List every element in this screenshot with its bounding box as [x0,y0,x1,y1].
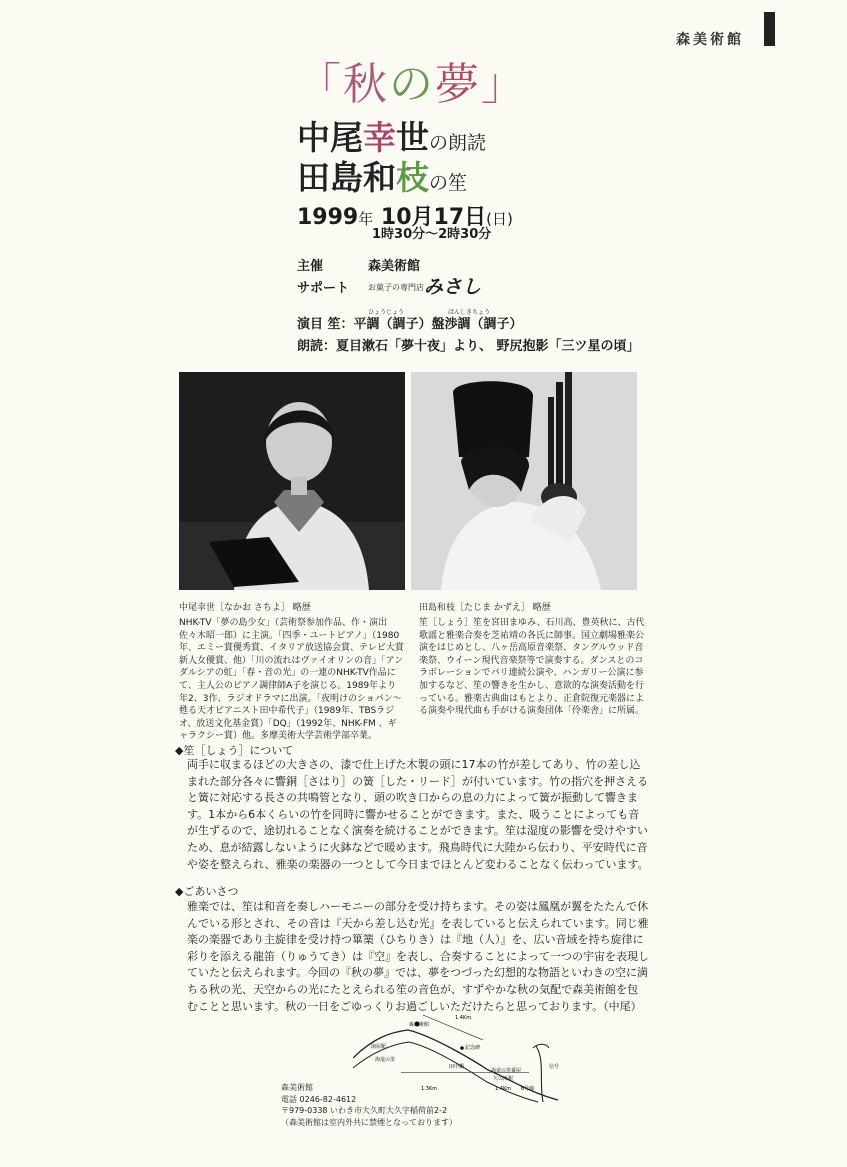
map-label-satoya: 海竜の里 [375,1057,396,1063]
subtitle-player-char-accent: 枝 [396,158,429,197]
about-sho-heading: ◆笙［しょう］について [175,744,294,757]
subtitle-sho-label: の笙 [429,172,468,194]
map-label-signal: 信号 [549,1064,560,1070]
title-open-bracket: 「 [297,59,343,110]
greeting-heading: ◆ごあいさつ [175,885,239,898]
map-label-route6: 6号線 [521,1086,535,1092]
title-close-bracket: 」 [481,59,527,110]
contact-address: 〒979-0338 いわき市大久町大久字稲荷前2-2 [281,1106,448,1115]
greeting-text: 雅楽では、笙は和音を奏しハーモニーの部分を受け持ちます。その姿は鳳凰が翼をたたんで休んでいる形とされ、その音は『天から差し込む光』を表していると伝えられています。同じ雅楽の楽器であり主旋律を受け持つ篳篥（ひちりき）は『地（人）』を、広い音域を持ち旋律に彩りを添える龍笛（りゅうてき）は『空』を表し、合奏することによって一つの宇宙を表現していたと伝えられます。今回の『秋の夢』では、夢をつづった幻想的な物語といわきの空に満ちる秋の光、天空からの光にたとえられる笙の音色が、すずやかな秋の気配で森美術館を包むことと思います。秋の一日をごゆっくりお過ごしいただけたらと思っております。（中尾） [187,900,649,1013]
host-label: 主催 [297,259,324,274]
sponsor-logo: みさし [424,276,482,298]
title-char-no: の [389,59,435,110]
map-label-distance-top: 1.4Km [455,1015,472,1021]
sho-player-bio-text: 笙［しょう］笙を宮田まゆみ、石川高、豊英秋に、古代歌謡と雅楽合奏を芝祐靖の各氏に師事。国立劇場雅楽公演をはじめとし、八ヶ岳高原音楽祭、タングルウッド音楽祭、ウイーン現代音楽祭等で演奏する。ダンスとのコラボレーションでパリ連続公演や、ハンガリー公演に参加するなど、笙の響きを生かし、意欲的な演奏活動を行っている。雅楽古典曲はもとより、正倉院復元楽器による演奏や現代曲も手がける演奏団体「伶楽舎」に所属。 [419,618,645,717]
map-monument-marker-icon [460,1046,464,1050]
contact-note: （森美術館は室内外共に禁煙となっております） [281,1117,457,1127]
subtitle-reader-char: 世 [396,118,429,157]
map-label-ramen: 海竜の里番屋 [491,1068,522,1074]
title-char-aki: 秋 [343,59,389,110]
map-label-monument: 記念碑 [465,1045,481,1051]
subtitle-reader-char-accent: 幸 [363,118,396,157]
event-time: 1時30分〜2時30分 [372,227,492,242]
subtitle-sho [297,152,467,199]
sho-player-photo [411,372,637,590]
support-label: サポート [297,281,350,296]
map-label-station2: 久の浜駅 [493,1076,514,1082]
about-sho-text: 両手に収まるほどの大きさの、漆で仕上げた木製の頭に17本の竹が差してあり、竹の差し込まれた部分各々に響銅［さはり］の簧［した・リード］が付いています。竹の指穴を押さえると簧に対応する長さの共鳴管となり、頭の吹き口からの息の力によって簧が振動して響きます。1本から6本くらいの竹を同時に響かせることができます。また、吸うことによっても音が生ずるので、途切れることなく演奏を続けることができます。笙は湿度の影響を受けやすいため、息が結露しないように火鉢などで暖めます。飛鳥時代に大陸から伝わり、平安時代に音や姿を整えられ、雅楽の楽器の一つとして今日までほとんど変わることなく伝わっています。 [187,758,649,871]
date-month-day: 10月17日 [380,205,487,230]
map-label-station: 湯屋駅 [371,1044,387,1050]
subtitle-reading-label: の朗読 [429,132,487,154]
header-accent-bar [764,12,775,46]
date-year-unit: 年 [358,210,374,228]
date-weekday: (日) [486,210,513,228]
reader-portrait-photo [179,372,405,590]
reader-bio-text: NHK-TV「夢の島少女」（芸術祭参加作品、作・演出佐々木昭一郎）に主演。「四季・ユートピアノ」（1980年、エミー賞優秀賞、イタリア放送協会賞、テレビ大賞新人女優賞、他）「川の流れはヴァイオリンの音」「アンダルシアの虹」「春・音の光」の一連のNHK-TV作品にて、主人公のピアノ調律師A子を演じる。1989年より年2、3作、ラジオドラマに出演。「夜明けのショパン〜甦る天才ピアニスト田中希代子」（1989年、TBSラジオ、放送文化基金賞）「DQ」（1992年、NHK-FM 、ギャラクシー賞）他。多摩美術大学芸術学部卒業。 [179,618,404,742]
map-label-distance-2: 1.4Km [495,1086,512,1092]
reader-portrait-illustration [179,372,405,590]
title-char-yume: 夢 [435,59,481,110]
ruby-hyojo: ひょうじょう [368,309,405,316]
map-distance-line-top [423,1015,483,1040]
contact-phone: 電話 0246-82-4612 [281,1094,357,1104]
ruby-banshikicho: ばんしきちょう [448,309,491,316]
event-title [297,48,527,112]
sho-player-illustration [411,372,637,590]
program-line: 演目 笙：平調（調子）盤渉調（調子） [297,317,523,332]
reader-bio-heading: 中尾幸世［なかお さちよ］ 略歴 [179,603,311,613]
map-label-tanaka: 田中橋 [449,1064,465,1070]
map-label-distance-1: 1.3Km [421,1086,438,1092]
host-value: 森美術館 [368,259,421,274]
contact-name: 森美術館 [281,1083,313,1092]
support-description: お菓子の専門店 [368,283,424,292]
contact-block [281,1082,457,1128]
sho-player-bio-heading: 田島和枝［たじま かずえ］ 略歴 [419,603,551,613]
subtitle-reader-family: 中尾 [297,118,363,157]
date-year: 1999 [297,205,359,230]
subtitle-player-name: 田島和 [297,158,396,197]
map-arrow-icon [533,1044,549,1048]
reading-line: 朗読：夏目漱石「夢十夜」より、 野尻抱影「三ツ星の頃」 [297,339,640,354]
map-label-museum: 森美術館 [409,1022,430,1028]
museum-name-tag: 森美術館 [676,32,744,48]
